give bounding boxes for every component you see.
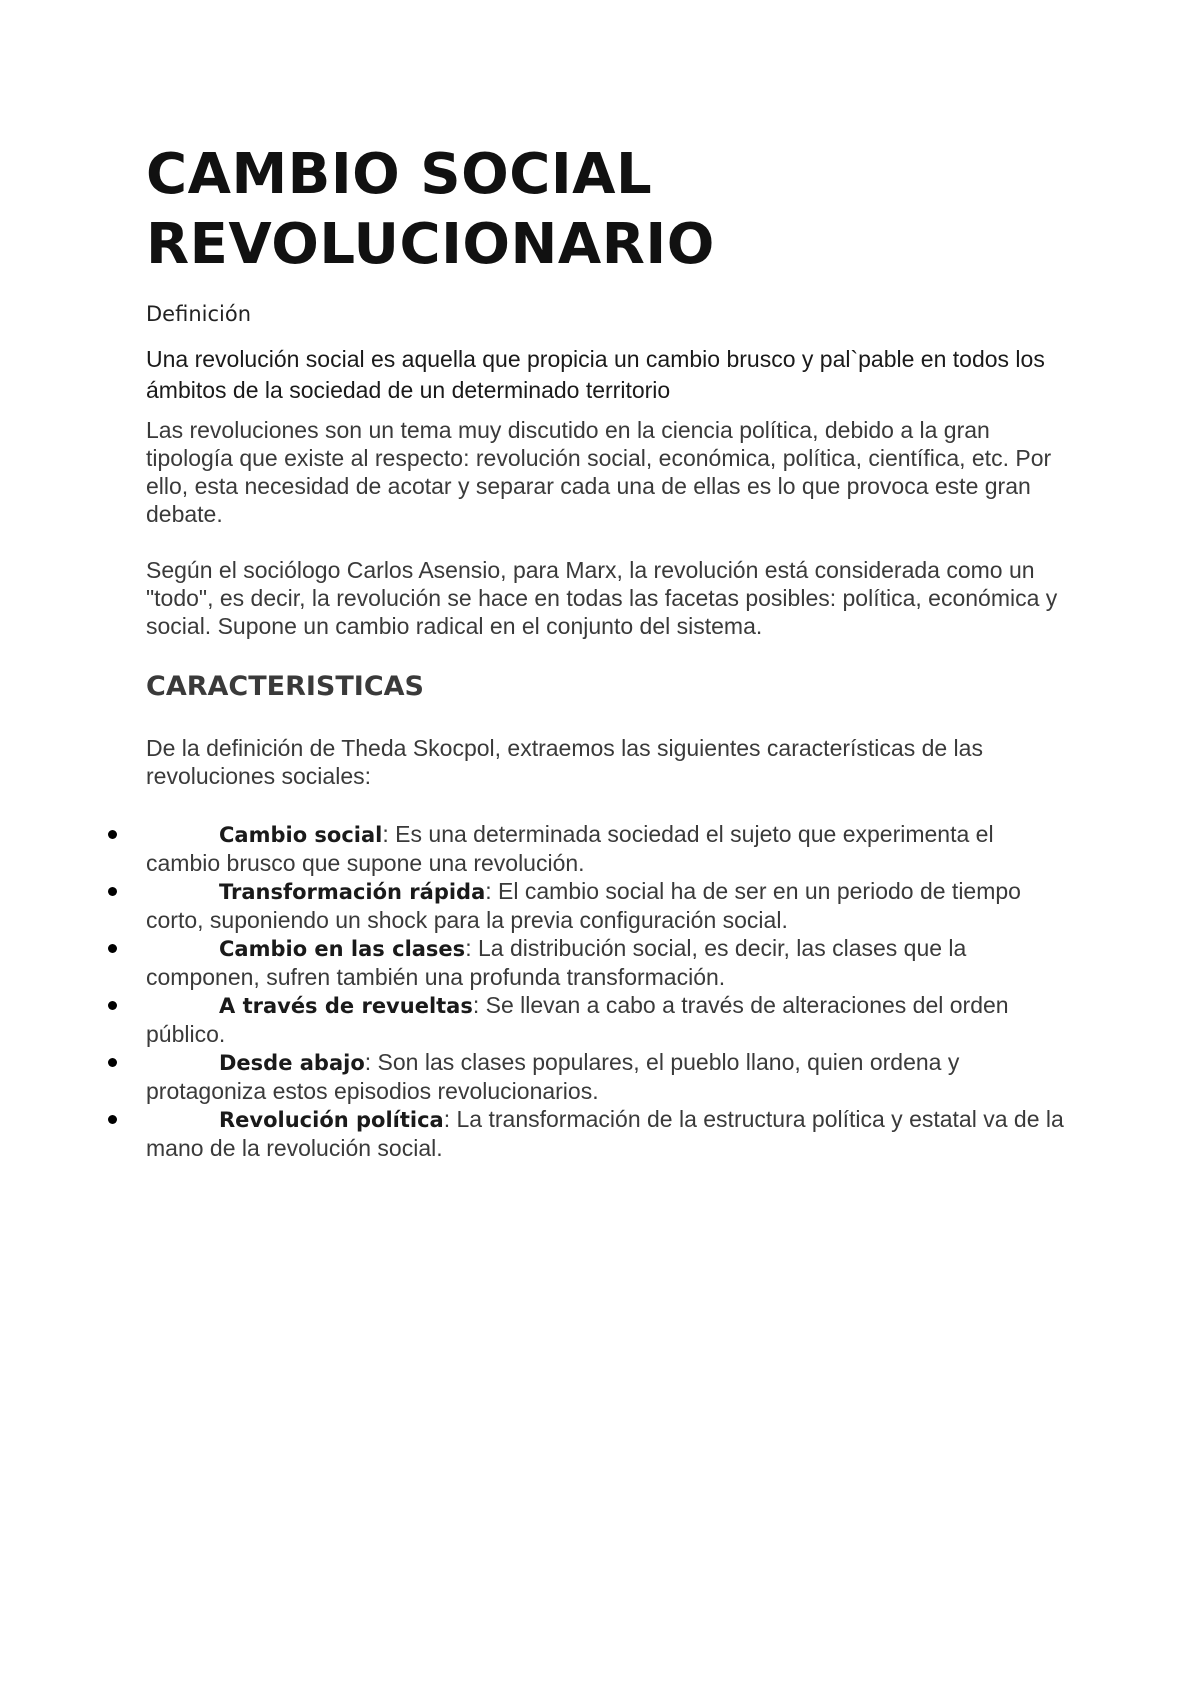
document-title [146,140,1066,280]
section-heading: CARACTERISTICAS [146,671,424,702]
bullet-icon [108,1115,117,1124]
item-term: Revolución política [219,1108,444,1132]
title-line-2: REVOLUCIONARIO [146,212,715,277]
bullet-icon [108,887,117,896]
section-subtitle: Definición [146,302,251,326]
list-item [146,877,1066,934]
list-item [146,1105,1066,1162]
paragraph-spacer [146,528,1066,556]
item-term: Cambio en las clases [219,937,466,961]
item-term: Transformación rápida [219,880,486,904]
bullet-icon [108,1058,117,1067]
item-text: : Es una determinada sociedad el sujeto que experimenta el cambio brusco que supone una revolución. [146,821,994,876]
item-text: : Se llevan a cabo a través de alteraciones del orden público. [146,992,1009,1047]
bullet-icon [108,1001,117,1010]
list-item [146,820,1066,877]
item-text: : Son las clases populares, el pueblo llano, quien ordena y protagoniza estos episodios revolucionarios. [146,1049,960,1104]
characteristics-list [146,820,1066,1162]
item-text: : La transformación de la estructura política y estatal va de la mano de la revolución social. [146,1106,1064,1161]
document-body [146,140,1066,1162]
bullet-icon [108,830,117,839]
lead-paragraph: Una revolución social es aquella que propicia un cambio brusco y pal`pable en todos los ámbitos de la sociedad de un determinado territorio [146,346,1045,403]
paragraph-2: Según el sociólogo Carlos Asensio, para Marx, la revolución está considerada como un "todo", es decir, la revolución se hace en todas las facetas posibles: política, económica y social. Supone un cambio radical en el conjunto del sistema. [146,557,1058,639]
title-line-1: CAMBIO SOCIAL [146,142,653,207]
list-item [146,1048,1066,1105]
paragraph-1: Las revoluciones son un tema muy discutido en la ciencia política, debido a la gran tipología que existe al respecto: revolución social, económica, política, científica, etc. Por ello, esta necesidad de acotar y separar cada una de ellas es lo que provoca este gran debate. [146,417,1052,527]
intro-paragraph: De la definición de Theda Skocpol, extraemos las siguientes características de las revoluciones sociales: [146,735,983,789]
bullet-icon [108,944,117,953]
item-text: : El cambio social ha de ser en un periodo de tiempo corto, suponiendo un shock para la previa configuración social. [146,878,1021,933]
list-item [146,991,1066,1048]
item-term: Cambio social [219,823,383,847]
item-text: : La distribución social, es decir, las clases que la componen, sufren también una profunda transformación. [146,935,967,990]
item-term: Desde abajo [219,1051,365,1075]
list-item [146,934,1066,991]
item-term: A través de revueltas [219,994,473,1018]
